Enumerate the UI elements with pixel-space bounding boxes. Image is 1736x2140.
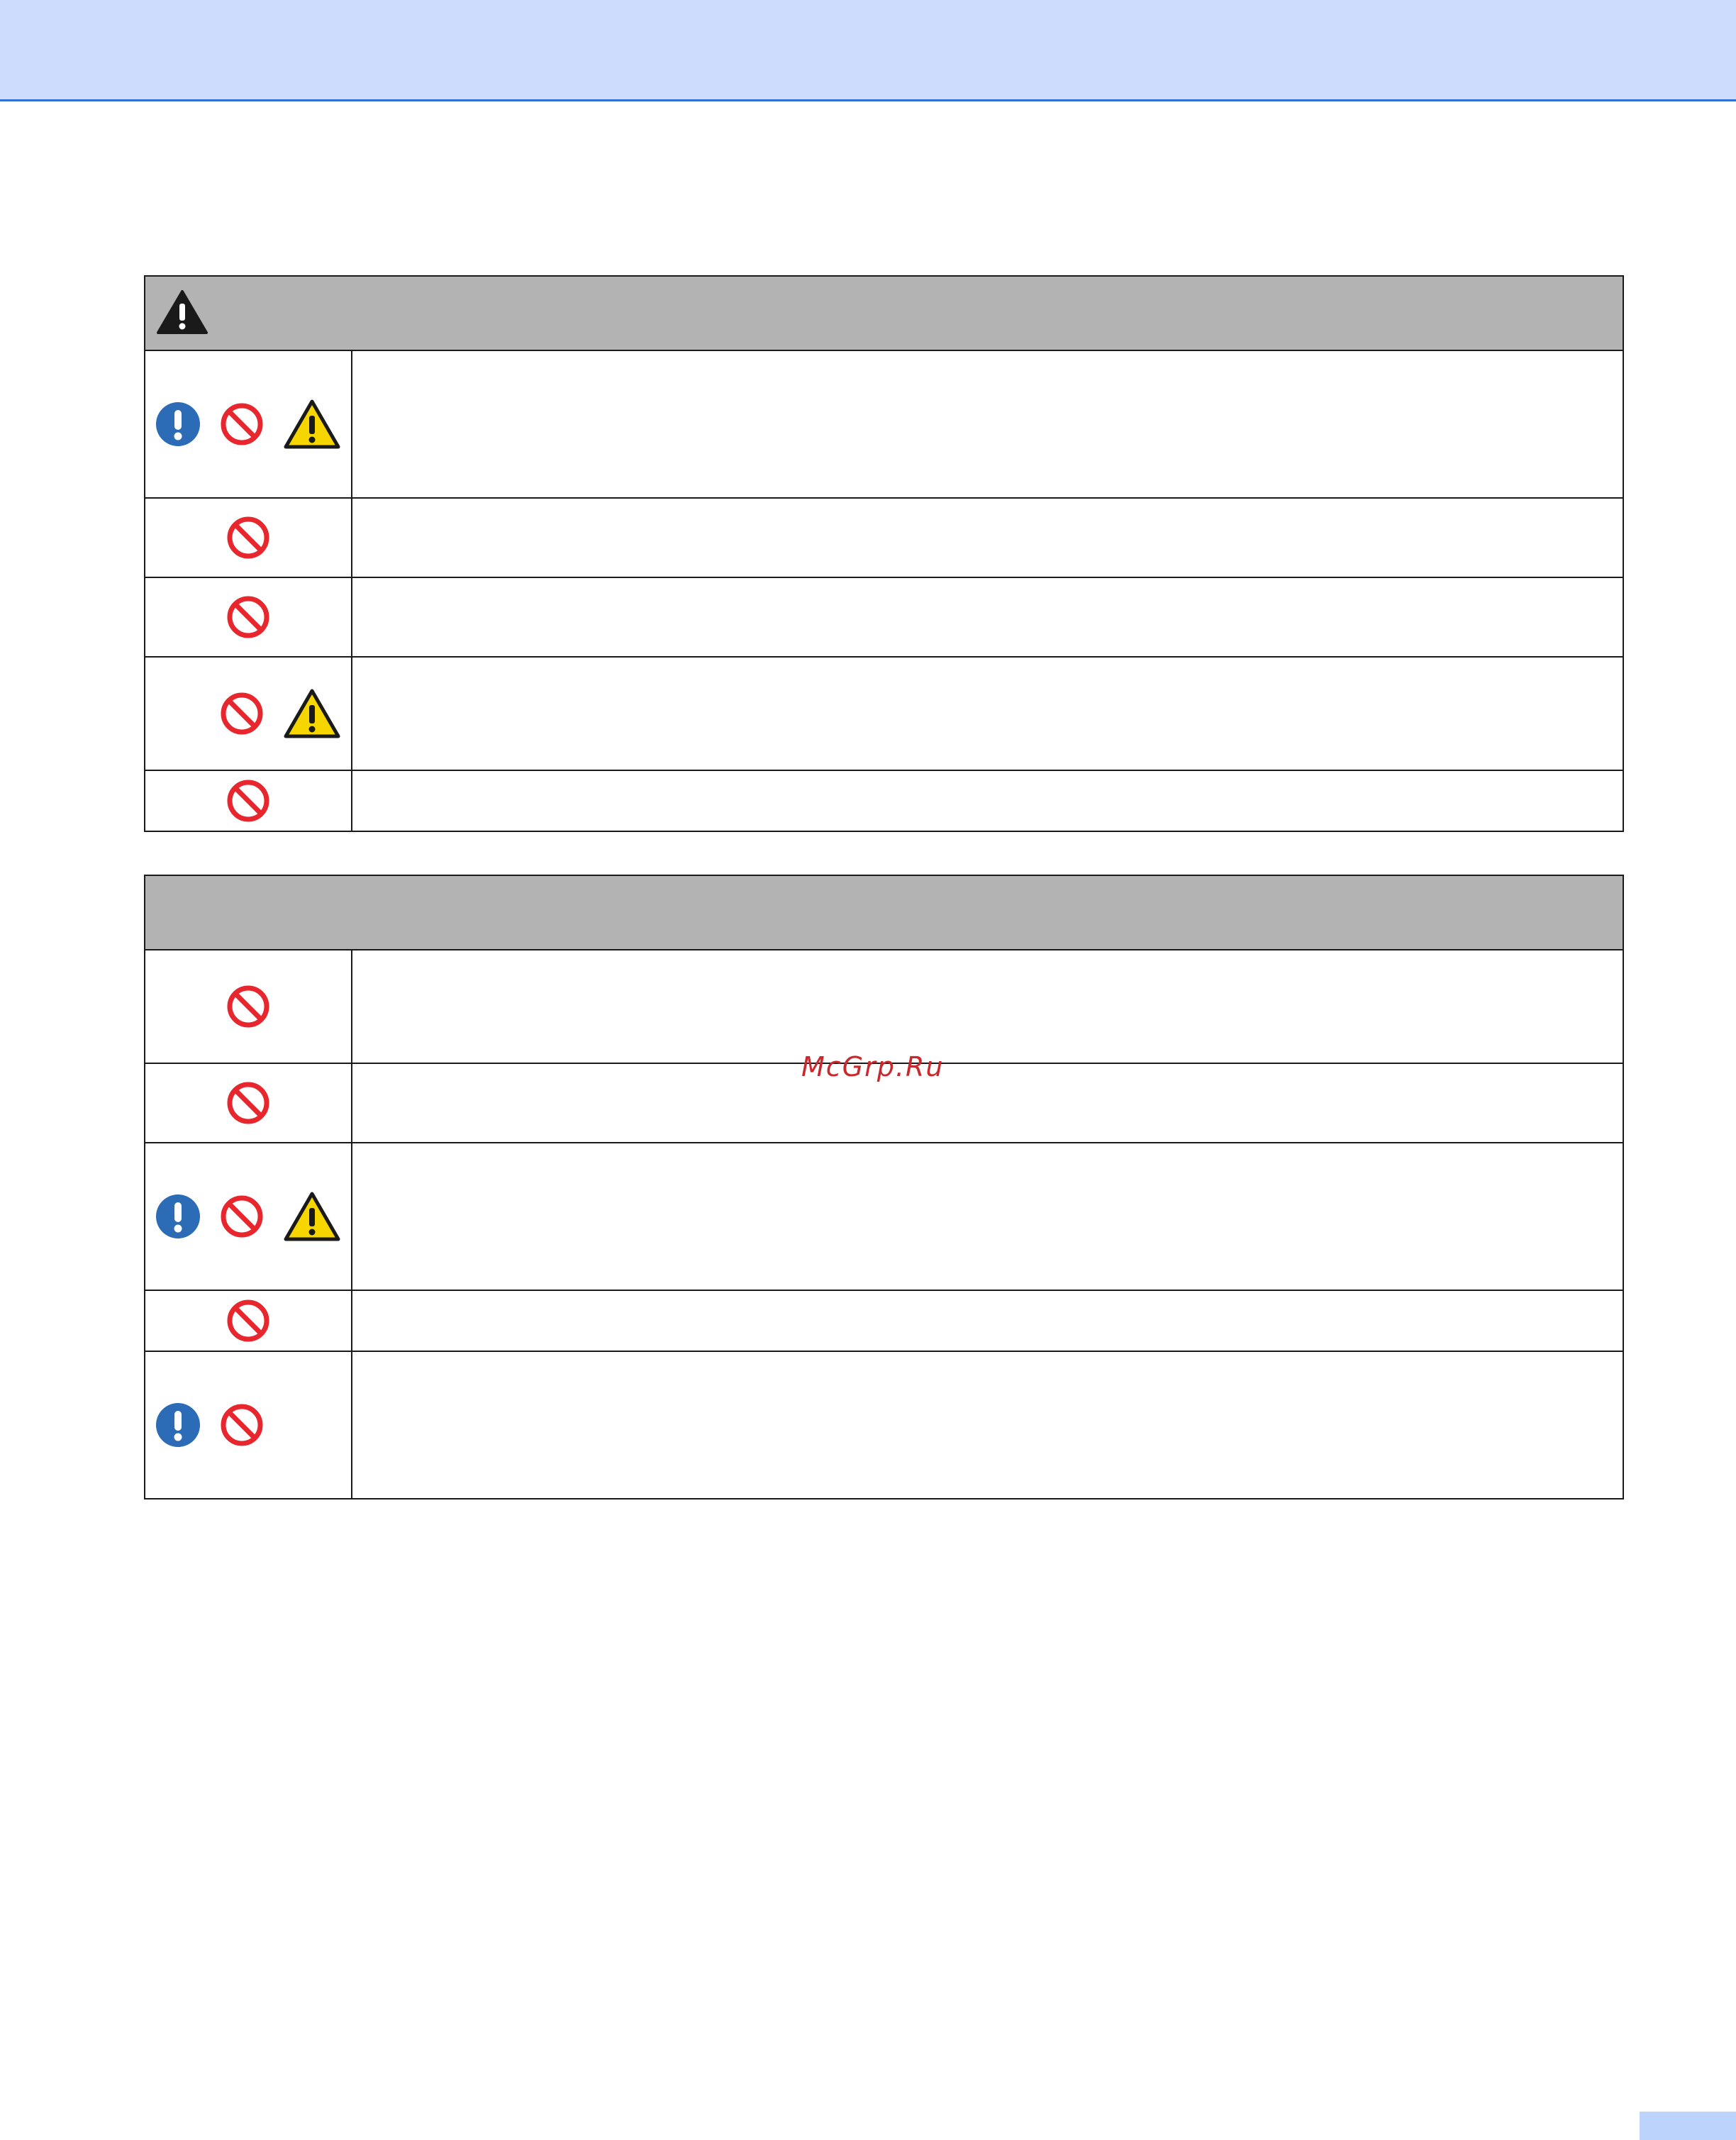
prohibition-icon <box>226 984 271 1029</box>
row-text-cell <box>352 350 1623 498</box>
watermark: McGrp.Ru <box>801 1051 945 1082</box>
prohibition-icon <box>226 778 271 824</box>
row-icons-cell <box>145 1351 352 1499</box>
row-text-cell <box>352 1351 1623 1499</box>
warning-table-header <box>145 276 1623 350</box>
row-text-cell <box>352 577 1623 657</box>
table-row <box>145 1351 1623 1499</box>
row-text-cell <box>352 1290 1623 1351</box>
row-icons-cell <box>145 770 352 831</box>
prohibition-icon <box>219 691 265 736</box>
row-icons-cell <box>145 498 352 577</box>
table-row <box>145 350 1623 498</box>
mandatory-action-icon <box>155 401 201 447</box>
row-text-cell <box>352 950 1623 1063</box>
row-text-cell <box>352 657 1623 770</box>
caution-triangle-icon <box>283 1191 341 1242</box>
row-text-cell <box>352 1063 1623 1143</box>
prohibition-icon <box>219 401 265 447</box>
prohibition-icon <box>226 515 271 560</box>
row-icons-cell <box>145 950 352 1063</box>
caution-triangle-icon <box>283 399 341 450</box>
prohibition-icon <box>226 594 271 640</box>
row-icons-cell <box>145 1063 352 1143</box>
caution-table-header <box>145 875 1623 950</box>
row-icons-cell <box>145 350 352 498</box>
prohibition-icon <box>226 1080 271 1126</box>
warning-table <box>144 275 1624 832</box>
mandatory-action-icon <box>155 1194 201 1239</box>
table-row <box>145 577 1623 657</box>
row-text-cell <box>352 1143 1623 1290</box>
caution-table <box>144 875 1624 1499</box>
table-row <box>145 770 1623 831</box>
row-text-cell <box>352 770 1623 831</box>
prohibition-icon <box>219 1402 265 1448</box>
page-corner-tab <box>1640 2112 1736 2140</box>
row-icons-cell <box>145 1143 352 1290</box>
row-icons-cell <box>145 657 352 770</box>
row-icons-cell <box>145 1290 352 1351</box>
table-row <box>145 1290 1623 1351</box>
prohibition-icon <box>219 1194 265 1239</box>
row-text-cell <box>352 498 1623 577</box>
table-row <box>145 657 1623 770</box>
caution-triangle-icon <box>283 688 341 739</box>
table-row <box>145 1143 1623 1290</box>
table-row <box>145 498 1623 577</box>
row-icons-cell <box>145 577 352 657</box>
table-row <box>145 950 1623 1063</box>
warning-filled-triangle-icon <box>157 289 208 335</box>
prohibition-icon <box>226 1298 271 1343</box>
page-header-band <box>0 0 1736 101</box>
mandatory-action-icon <box>155 1402 201 1448</box>
